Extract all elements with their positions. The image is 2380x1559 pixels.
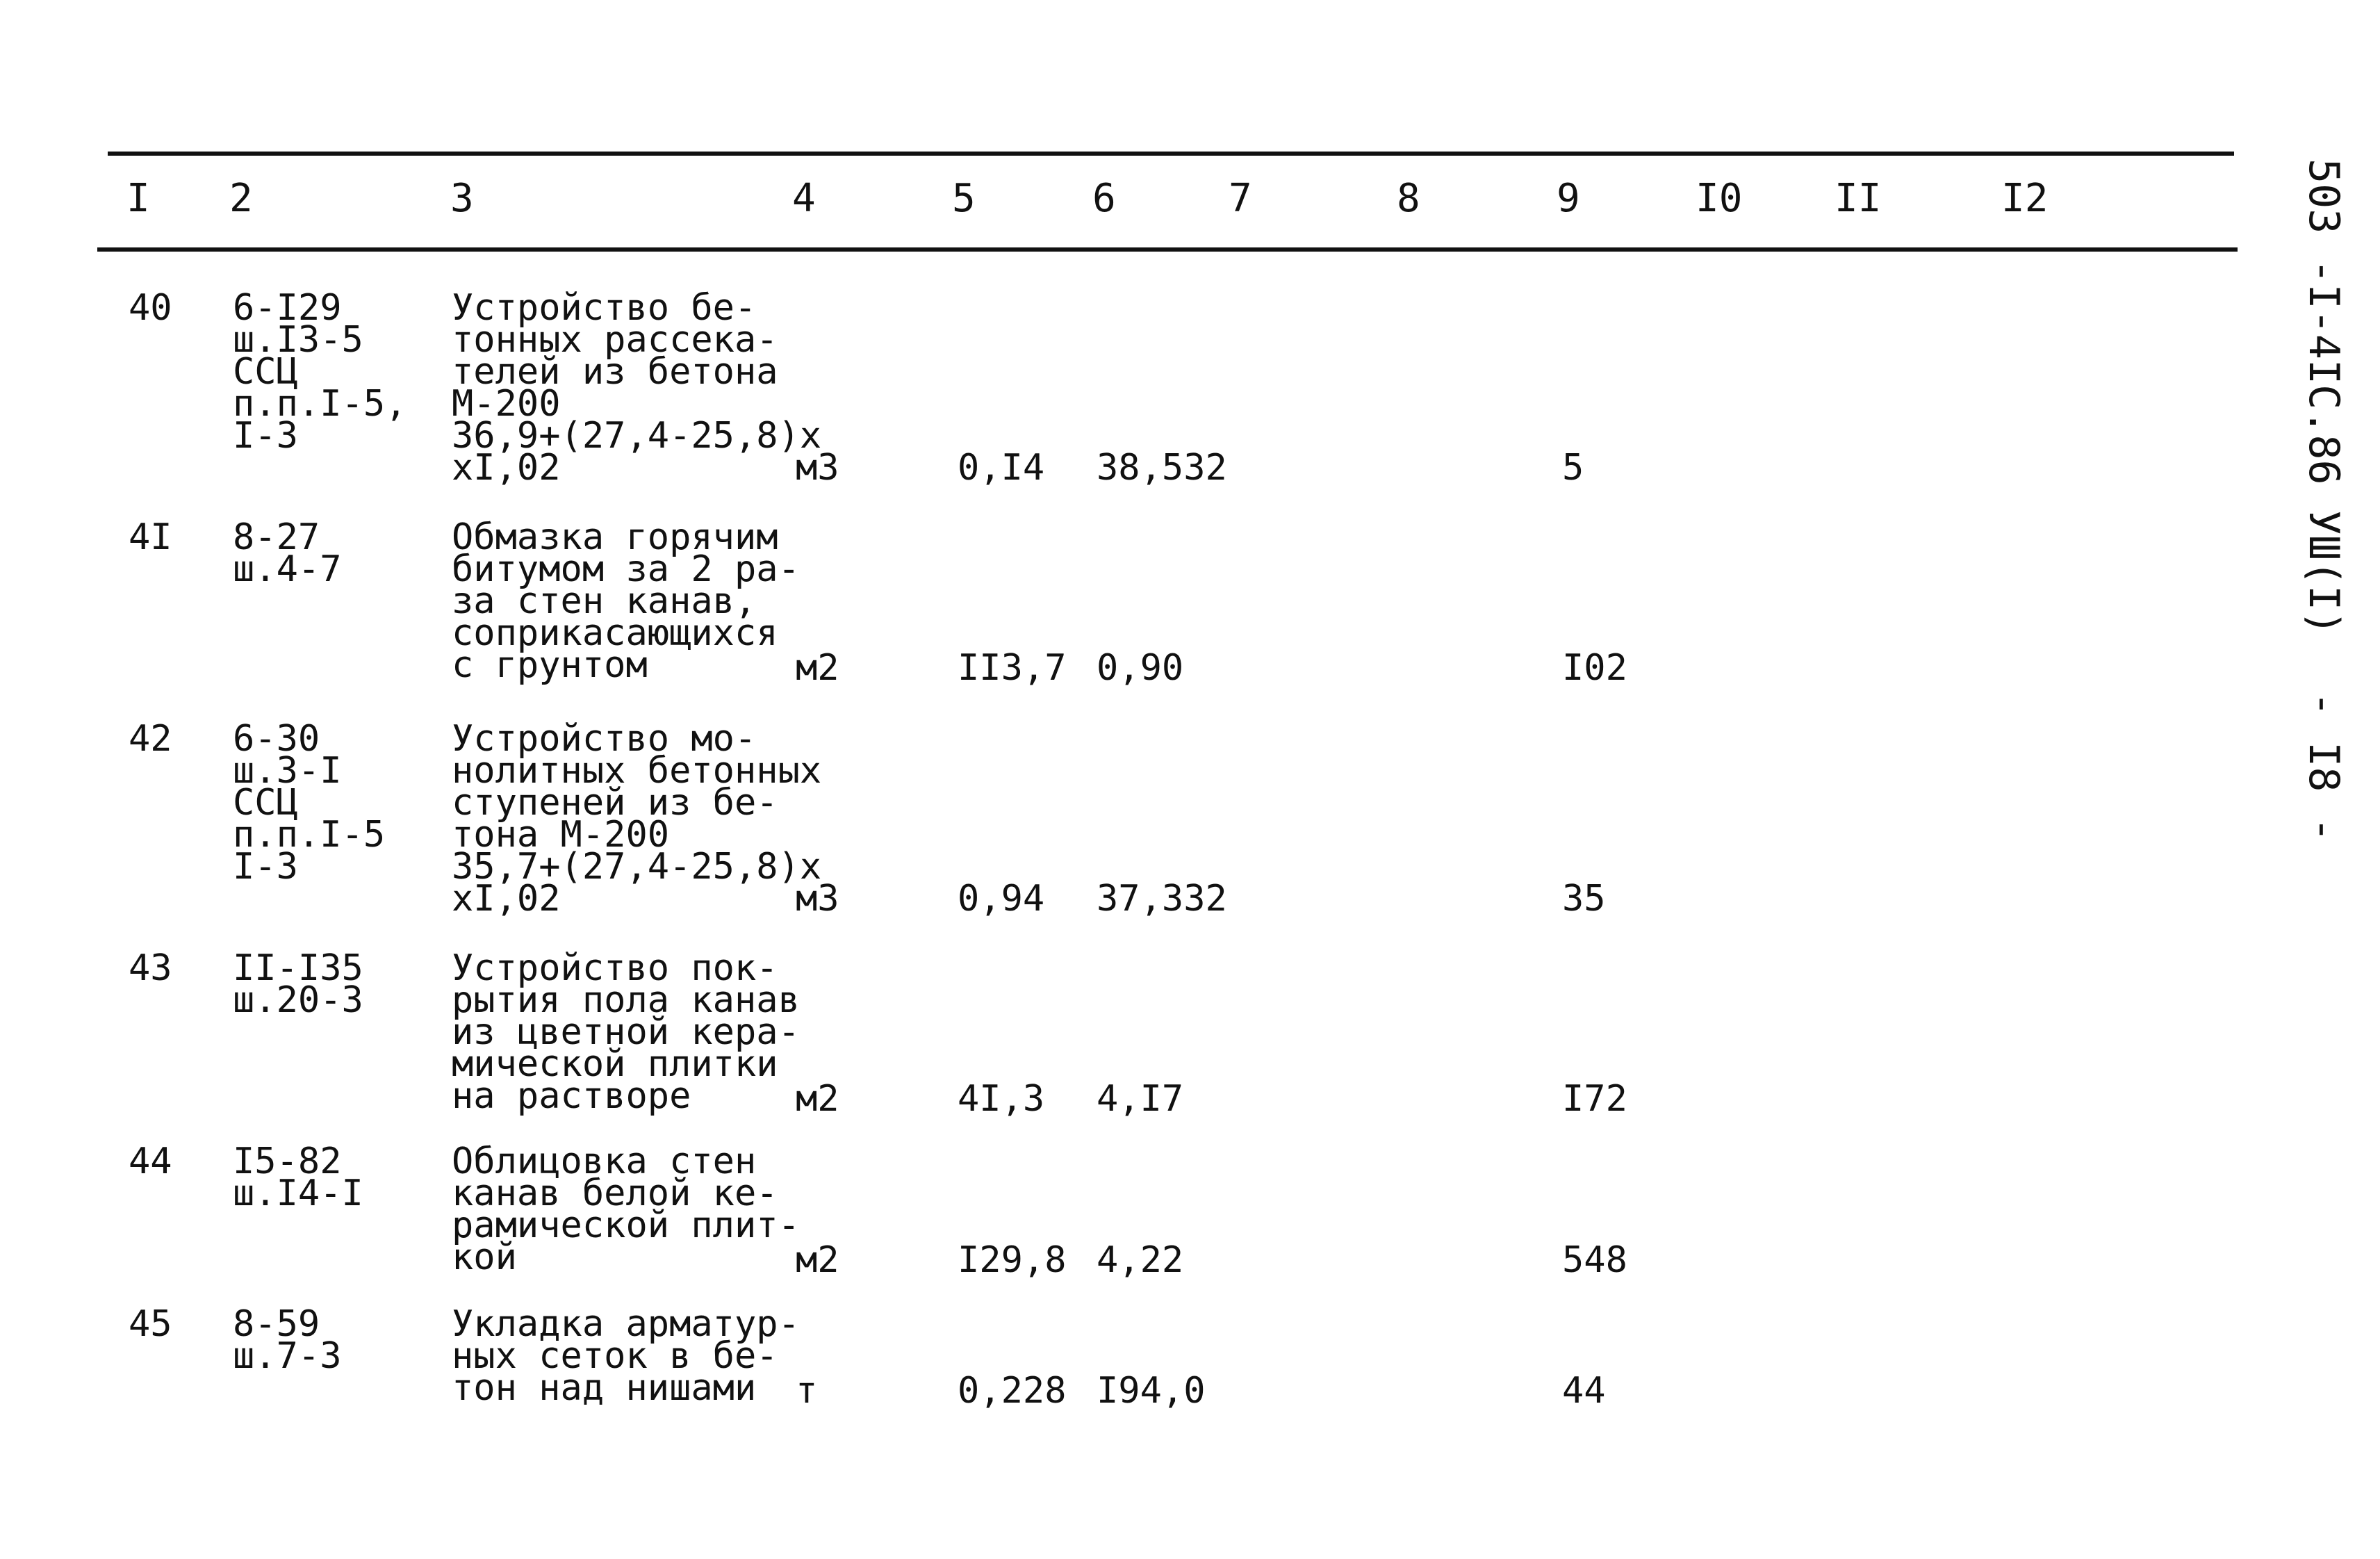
col-header-2: 2 bbox=[229, 176, 253, 221]
row-number: 42 bbox=[129, 718, 172, 760]
row-number: 45 bbox=[129, 1303, 172, 1345]
col-header-7: 7 bbox=[1229, 176, 1252, 221]
total-cost: 5 bbox=[1562, 447, 1584, 489]
col-header-12: I2 bbox=[2001, 176, 2049, 221]
work-description: Устройство мо- нолитных бетонных ступеней из бе- тона М-200 35,7+(27,4-25,8)х хI,02 bbox=[452, 718, 822, 920]
unit-price: 38,532 bbox=[1097, 447, 1227, 489]
col-header-1: I bbox=[126, 176, 150, 221]
quantity: II3,7 bbox=[958, 647, 1067, 689]
total-cost: I02 bbox=[1562, 647, 1627, 689]
document-code: 503 -I-4IC.86 УШ(I) bbox=[2299, 158, 2348, 636]
col-header-3: 3 bbox=[450, 176, 474, 221]
quantity: I29,8 bbox=[958, 1239, 1067, 1281]
quantity: 4I,3 bbox=[958, 1078, 1045, 1120]
work-description: Обмазка горячим битумом за 2 ра- за стен канав, соприкасающихся с грунтом bbox=[452, 516, 800, 686]
rate-code: I5-82 ш.I4-I bbox=[233, 1141, 363, 1214]
row-number: 44 bbox=[129, 1141, 172, 1182]
unit-price: 0,90 bbox=[1097, 647, 1184, 689]
unit-price: 4,22 bbox=[1097, 1239, 1184, 1281]
total-cost: 35 bbox=[1562, 878, 1606, 920]
rate-code: 6-30 ш.3-I ССЦ п.п.I-5 I-3 bbox=[233, 718, 386, 888]
row-number: 4I bbox=[129, 516, 172, 558]
row-number: 40 bbox=[129, 287, 172, 329]
col-header-6: 6 bbox=[1092, 176, 1116, 221]
row-number: 43 bbox=[129, 947, 172, 989]
work-description: Укладка арматур- ных сеток в бе- тон над нишами bbox=[452, 1303, 800, 1409]
unit: т bbox=[796, 1370, 818, 1412]
total-cost: 548 bbox=[1562, 1239, 1627, 1281]
col-header-10: I0 bbox=[1696, 176, 1743, 221]
col-header-9: 9 bbox=[1557, 176, 1580, 221]
col-header-11: II bbox=[1835, 176, 1882, 221]
total-cost: 44 bbox=[1562, 1370, 1606, 1412]
rate-code: 8-59 ш.7-3 bbox=[233, 1303, 342, 1377]
unit: м2 bbox=[796, 1239, 839, 1281]
rate-code: 8-27 ш.4-7 bbox=[233, 516, 342, 590]
col-header-8: 8 bbox=[1397, 176, 1420, 221]
page-number: - I8 - bbox=[2299, 692, 2348, 842]
unit: м2 bbox=[796, 1078, 839, 1120]
unit-price: 4,I7 bbox=[1097, 1078, 1184, 1120]
rate-code: II-I35 ш.20-3 bbox=[233, 947, 363, 1021]
unit: м3 bbox=[796, 878, 839, 920]
unit-price: 37,332 bbox=[1097, 878, 1227, 920]
table-header-rule bbox=[97, 247, 2238, 252]
total-cost: I72 bbox=[1562, 1078, 1627, 1120]
work-description: Устройство бе- тонных рассека- телей из бетона М-200 36,9+(27,4-25,8)х хI,02 bbox=[452, 287, 822, 489]
unit: м3 bbox=[796, 447, 839, 489]
unit: м2 bbox=[796, 647, 839, 689]
unit-price: I94,0 bbox=[1097, 1370, 1206, 1412]
quantity: 0,94 bbox=[958, 878, 1045, 920]
rate-code: 6-I29 ш.I3-5 ССЦ п.п.I-5, I-3 bbox=[233, 287, 407, 457]
table-top-rule bbox=[108, 152, 2234, 156]
col-header-4: 4 bbox=[792, 176, 816, 221]
col-header-5: 5 bbox=[952, 176, 976, 221]
quantity: 0,228 bbox=[958, 1370, 1067, 1412]
work-description: Облицовка стен канав белой ке- рамической плит- кой bbox=[452, 1141, 800, 1278]
quantity: 0,I4 bbox=[958, 447, 1045, 489]
work-description: Устройство пок- рытия пола канав из цветной кера- мической плитки на растворе bbox=[452, 947, 800, 1117]
